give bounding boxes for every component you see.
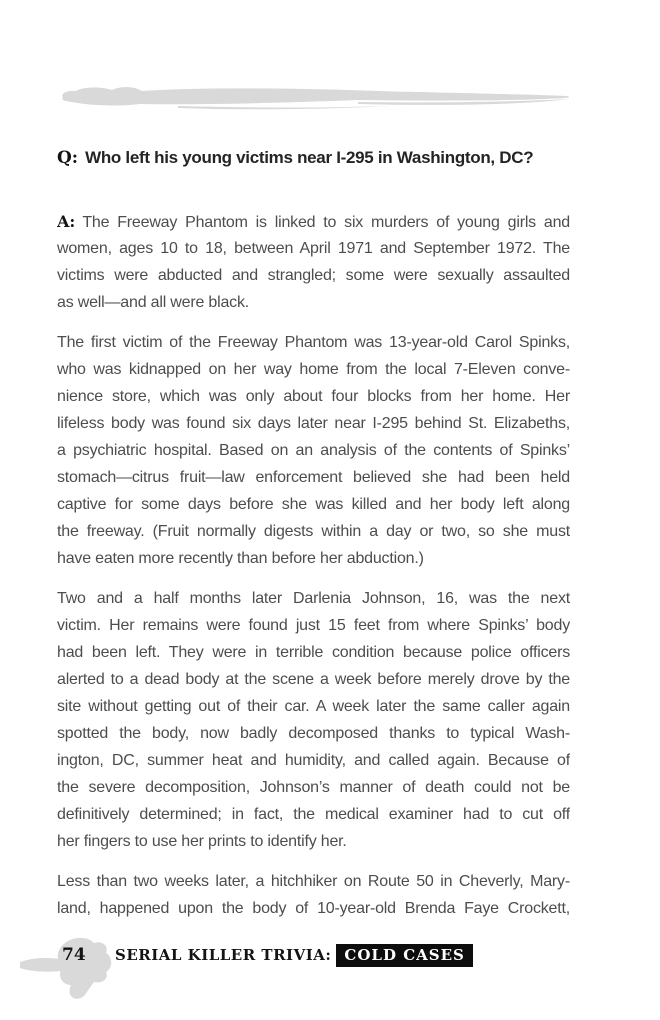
text-line: alerted to a dead body at the scene a week before merely drove by the: [57, 671, 570, 688]
body-paragraph: [57, 585, 570, 855]
text-line: her fingers to use her prints to identify her.: [57, 833, 347, 850]
text-line: stomach—citrus fruit—law enforcement believed she had been held: [57, 469, 570, 486]
text-line: a psychiatric hospital. Based on an analysis of the contents of Spinks’: [57, 442, 570, 459]
text-line: nience store, which was only about four blocks from her home. Her: [57, 388, 570, 405]
text-line: had been left. They were in terrible condition because police officers: [57, 644, 570, 661]
text-line: spotted the body, now badly decomposed thanks to typical Wash-: [57, 725, 570, 742]
body-paragraph: [57, 868, 570, 922]
text-line: women, ages 10 to 18, between April 1971 and September 1972. The: [57, 240, 570, 257]
question-label: Q:: [57, 148, 79, 168]
answer-body: [57, 208, 570, 922]
text-line: Less than two weeks later, a hitchhiker on Route 50 in Cheverly, Mary-: [57, 873, 570, 890]
text-line: captive for some days before she was killed and her body left along: [57, 496, 570, 513]
text-line: who was kidnapped on her way home from the local 7-Eleven conve-: [57, 361, 570, 378]
text-line: land, happened upon the body of 10-year-old Brenda Faye Crockett,: [57, 900, 570, 917]
text-line: victims were abducted and strangled; some were sexually assaulted: [57, 267, 570, 284]
question-heading: [57, 146, 570, 170]
text-line: Two and a half months later Darlenia Johnson, 16, was the next: [57, 590, 570, 607]
text-line: as well—and all were black.: [57, 294, 250, 311]
page-number: 74: [62, 945, 86, 965]
footer-series-line: [115, 944, 473, 967]
text-line: the severe decomposition, Johnson’s manner of death could not be: [57, 779, 570, 796]
body-paragraph: [57, 329, 570, 572]
text-line: the freeway. (Fruit normally digests within a day or two, so she must: [57, 523, 570, 540]
text-line: The first victim of the Freeway Phantom was 13-year-old Carol Spinks,: [57, 334, 570, 351]
text-line: site without getting out of their car. A week later the same caller again: [57, 698, 570, 715]
footer-series-title: SERIAL KILLER TRIVIA:: [115, 946, 332, 964]
footer-series-highlight: COLD CASES: [336, 944, 472, 967]
page-content: [57, 146, 570, 935]
body-paragraph: [57, 208, 570, 316]
text-line: victim. Her remains were found just 15 feet from where Spinks’ body: [57, 617, 570, 634]
brush-stroke-ornament: [58, 84, 573, 112]
answer-label: A:: [57, 212, 76, 231]
text-line: lifeless body was found six days later near I-295 behind St. Elizabeths,: [57, 415, 570, 432]
text-line: definitively determined; in fact, the medical examiner had to cut off: [57, 806, 570, 823]
page-footer: [0, 930, 660, 1020]
text-line: have eaten more recently than before her abduction.): [57, 550, 424, 567]
question-text: Who left his young victims near I-295 in Washington, DC?: [85, 148, 534, 167]
text-line: A: The Freeway Phantom is linked to six murders of young girls and: [57, 212, 570, 231]
text-line: ington, DC, summer heat and humidity, and called again. Because of: [57, 752, 570, 769]
